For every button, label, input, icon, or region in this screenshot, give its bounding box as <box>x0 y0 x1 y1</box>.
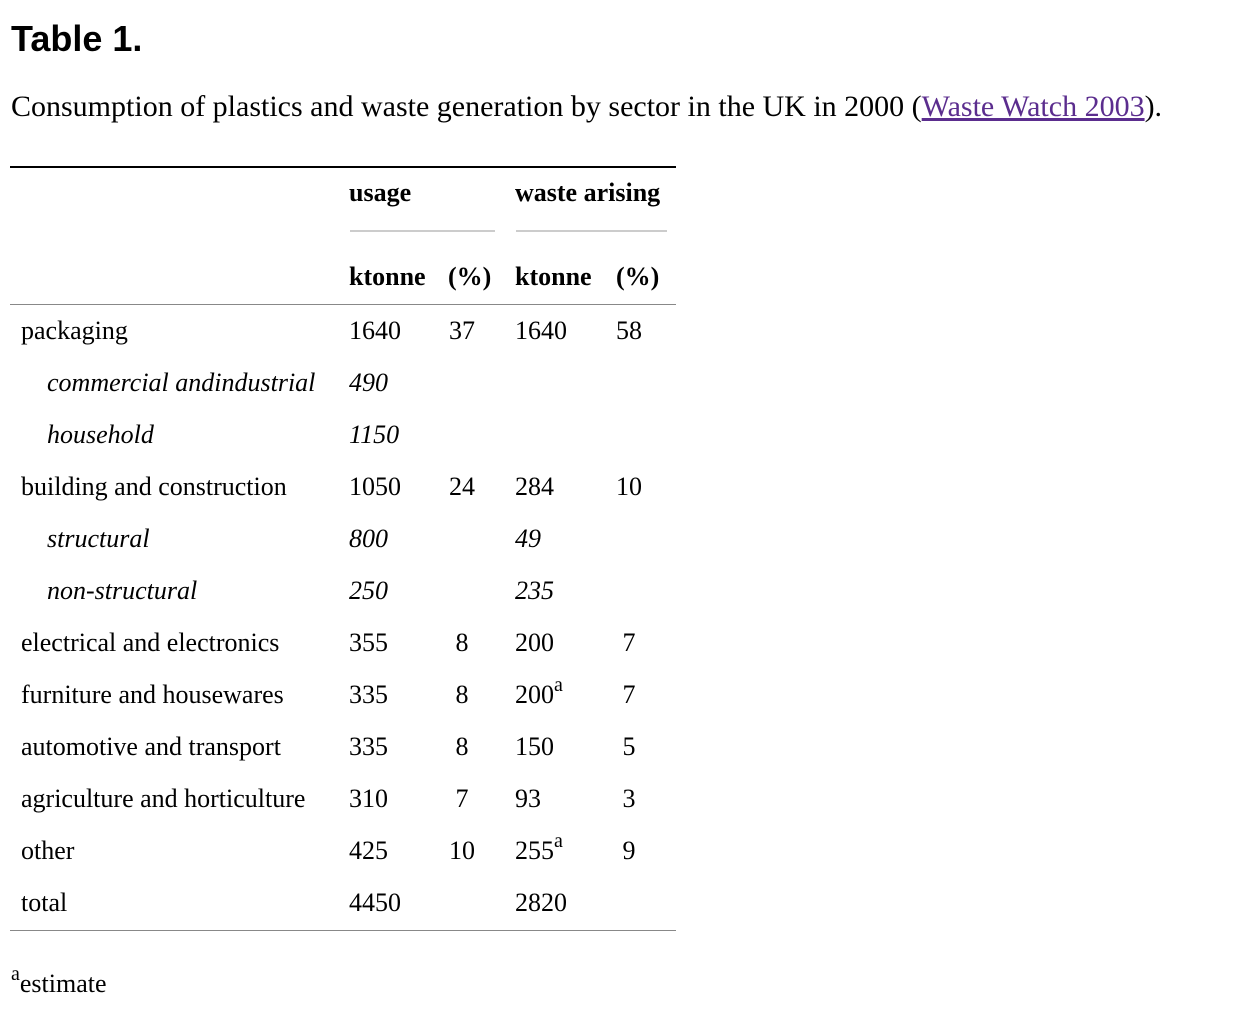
cell-value: 200 <box>515 628 554 657</box>
usage-pct-cell <box>422 836 502 866</box>
waste-ktonne-cell <box>515 830 563 866</box>
waste-ktonne-cell <box>515 316 567 346</box>
caption-reference-link[interactable]: Waste Watch 2003 <box>921 90 1145 123</box>
estimate-marker: a <box>554 830 563 853</box>
usage-pct-cell <box>422 316 502 346</box>
usage-pct-cell <box>422 732 502 762</box>
cell-value: 7 <box>622 680 636 709</box>
row-label: household <box>47 420 154 449</box>
waste-pct-cell <box>589 836 669 866</box>
row-label: commercial andindustrial <box>47 368 316 397</box>
cell-value: 355 <box>349 628 388 657</box>
header-usage-underline <box>350 230 495 232</box>
usage-ktonne-cell <box>349 420 399 450</box>
waste-pct-cell <box>589 316 669 346</box>
header-group-usage: usage <box>349 178 412 207</box>
cell-value: 7 <box>622 628 636 657</box>
row-label: furniture and housewares <box>21 680 284 709</box>
waste-ktonne-cell <box>515 888 567 918</box>
cell-value: 4450 <box>349 888 401 917</box>
row-label: automotive and transport <box>21 732 281 761</box>
row-label: building and construction <box>21 472 287 501</box>
waste-pct-cell <box>589 732 669 762</box>
cell-value: 335 <box>349 680 388 709</box>
table-caption <box>11 87 1162 127</box>
cell-value: 255 <box>515 836 554 865</box>
table-bottom-rule <box>10 930 676 931</box>
usage-ktonne-cell <box>349 836 388 866</box>
cell-value: 250 <box>349 576 388 605</box>
cell-value: 10 <box>616 472 642 501</box>
cell-value: 1640 <box>515 316 567 345</box>
waste-ktonne-cell <box>515 674 563 710</box>
table-footnote <box>11 963 107 1002</box>
usage-ktonne-cell <box>349 316 401 346</box>
usage-ktonne-cell <box>349 472 401 502</box>
cell-value: 150 <box>515 732 554 761</box>
cell-value: 5 <box>622 732 636 761</box>
table-title: Table 1. <box>11 18 143 59</box>
cell-value: 37 <box>449 316 475 345</box>
cell-value: 1150 <box>349 420 400 449</box>
cell-value: 49 <box>515 524 541 553</box>
cell-value: 8 <box>455 680 469 709</box>
usage-ktonne-cell <box>349 732 388 762</box>
cell-value: 425 <box>349 836 388 865</box>
usage-pct-cell <box>422 680 502 710</box>
cell-value: 1050 <box>349 472 401 501</box>
cell-value: 10 <box>449 836 475 865</box>
cell-value: 335 <box>349 732 388 761</box>
header-waste-pct: (%) <box>616 262 660 291</box>
waste-ktonne-cell <box>515 732 554 762</box>
cell-value: 8 <box>455 628 469 657</box>
waste-pct-cell <box>589 472 669 502</box>
waste-pct-cell <box>589 680 669 710</box>
cell-value: 200 <box>515 680 554 709</box>
row-label: agriculture and horticulture <box>21 784 306 813</box>
row-label: total <box>21 888 68 917</box>
usage-ktonne-cell <box>349 524 388 554</box>
cell-value: 58 <box>616 316 642 345</box>
usage-pct-cell <box>422 472 502 502</box>
cell-value: 284 <box>515 472 554 501</box>
usage-ktonne-cell <box>349 784 388 814</box>
cell-value: 235 <box>515 576 554 605</box>
header-waste-ktonne: ktonne <box>515 262 592 291</box>
waste-ktonne-cell <box>515 784 541 814</box>
row-label: non-structural <box>47 576 198 605</box>
usage-pct-cell <box>422 628 502 658</box>
cell-value: 8 <box>455 732 469 761</box>
cell-value: 490 <box>349 368 388 397</box>
table-top-rule <box>10 166 676 168</box>
header-usage-ktonne: ktonne <box>349 262 426 291</box>
usage-ktonne-cell <box>349 368 388 398</box>
cell-value: 3 <box>622 784 636 813</box>
cell-value: 9 <box>622 836 636 865</box>
waste-ktonne-cell <box>515 524 541 554</box>
cell-value: 7 <box>455 784 469 813</box>
usage-ktonne-cell <box>349 576 388 606</box>
cell-value: 2820 <box>515 888 567 917</box>
table-header-rule <box>10 304 676 305</box>
waste-pct-cell <box>589 784 669 814</box>
footnote-text: estimate <box>19 969 107 998</box>
caption-text: Consumption of plastics and waste generation by sector in the UK in 2000 ( <box>11 90 922 123</box>
row-label: other <box>21 836 75 865</box>
cell-value: 24 <box>449 472 475 501</box>
caption-text-end: ). <box>1144 90 1163 123</box>
row-label: packaging <box>21 316 128 345</box>
usage-ktonne-cell <box>349 628 388 658</box>
waste-ktonne-cell <box>515 576 554 606</box>
usage-ktonne-cell <box>349 888 401 918</box>
waste-ktonne-cell <box>515 472 554 502</box>
cell-value: 800 <box>349 524 388 553</box>
header-waste-underline <box>516 230 667 232</box>
header-group-waste: waste arising <box>515 178 661 207</box>
waste-ktonne-cell <box>515 628 554 658</box>
usage-pct-cell <box>422 784 502 814</box>
estimate-marker: a <box>554 674 563 697</box>
header-usage-pct: (%) <box>448 262 492 291</box>
cell-value: 93 <box>515 784 541 813</box>
cell-value: 1640 <box>349 316 401 345</box>
row-label: electrical and electronics <box>21 628 280 657</box>
waste-pct-cell <box>589 628 669 658</box>
footnote-marker: a <box>11 963 20 986</box>
cell-value: 310 <box>349 784 388 813</box>
usage-ktonne-cell <box>349 680 388 710</box>
row-label: structural <box>47 524 150 553</box>
